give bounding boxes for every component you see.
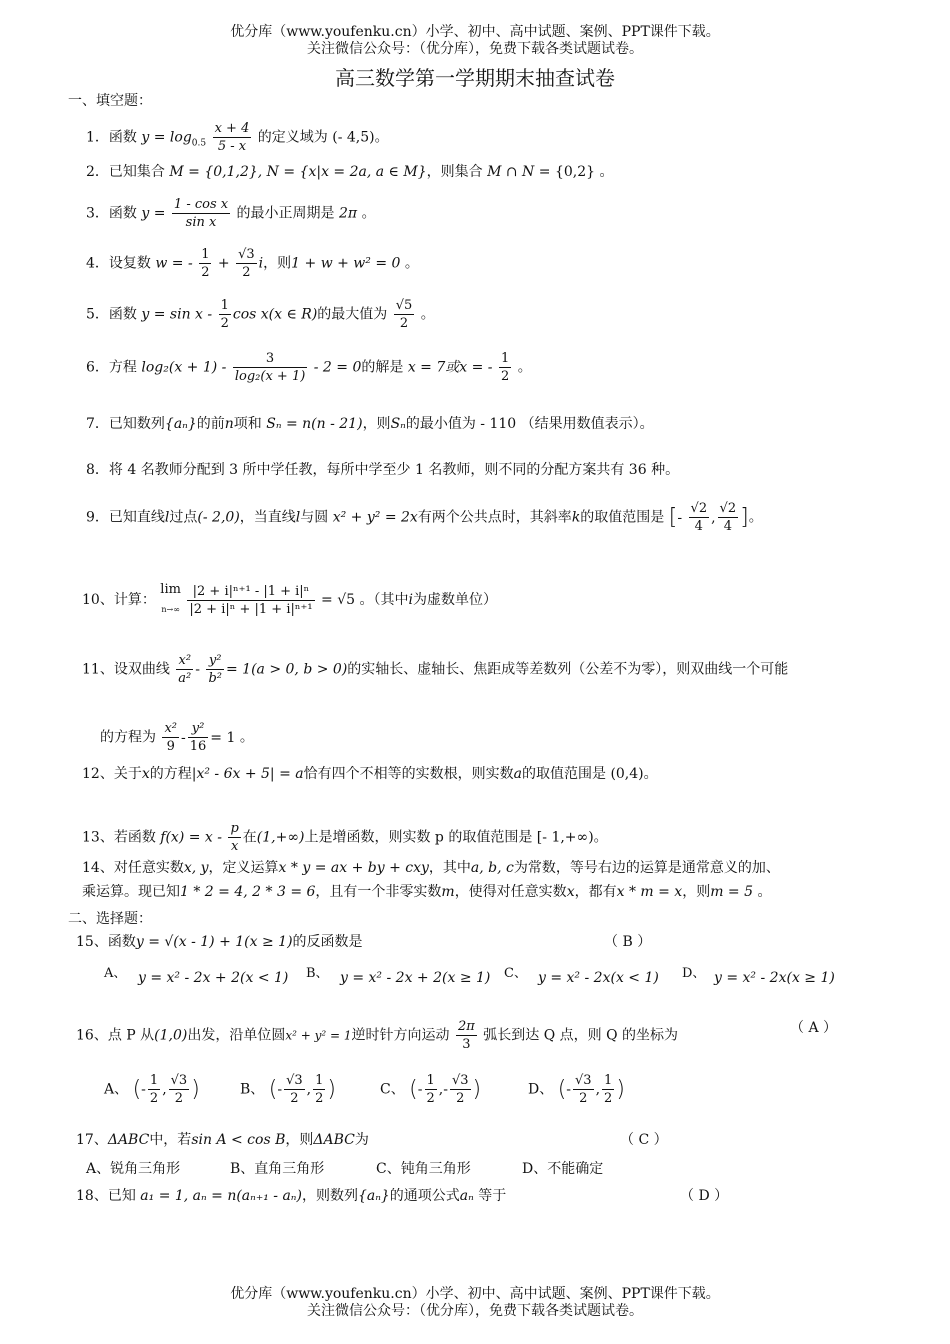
option-15-c-value: y = x² - 2x(x < 1) — [538, 970, 659, 986]
question-14: 14、对任意实数x, y，定义运算x * y = ax + by + cxy，其中a, b, c为常数，等号右边的运算是通常意义的加、 — [82, 860, 780, 876]
section-choice: 二、选择题： — [68, 911, 152, 927]
question-16: 16、点 P 从(1,0)出发，沿单位圆x² + y² = 1逆时针方向运动 $\frac{2\pi}{3}$ 弧长到达 Q 点，则 Q 的坐标为 — [76, 1019, 679, 1052]
option-15-d: D、 — [682, 966, 706, 981]
option-17-a: A、锐角三角形 — [86, 1161, 181, 1177]
question-17: 17、ΔABC中，若sin A < cos B，则ΔABC为 — [76, 1132, 369, 1148]
option-15-d-value: y = x² - 2x(x ≥ 1) — [714, 970, 835, 986]
question-5: 5．函数 y = sin x - $\frac{1}{2}$ cos x(x ∈ R)的最大值为 $\frac{√5}{2}$ 。 — [86, 298, 435, 331]
option-16-a: A、 (- $\frac{1}{2}$ , $\frac{√3}{2}$ ) — [104, 1073, 200, 1106]
header-line-2: 关注微信公众号：（优分库），免费下载各类试题试卷。 — [307, 41, 643, 57]
answer-15: （ B ） — [604, 934, 652, 950]
question-2: 2．已知集合 M = {0,1,2}, N = {x|x = 2a, a ∈ M}，则集合 M ∩ N = {0,2} 。 — [86, 164, 614, 180]
answer-4: 1 + w + w² = 0 — [291, 255, 401, 272]
question-3: 3．函数 y = $\frac{\text{1 - cos x}}{\text{sin x}}$ 的最小正周期是 2π 。 — [86, 197, 376, 230]
question-15: 15、函数y = √(x - 1) + 1(x ≥ 1)的反函数是 — [76, 934, 363, 950]
option-15-c: C、 — [504, 966, 527, 981]
answer-13: [- 1,+∞) — [536, 829, 594, 846]
answer-2: {0,2} — [554, 164, 596, 180]
answer-17: （ C ） — [620, 1132, 668, 1148]
question-13: 13、若函数 f(x) = x - $\frac{p}{x}$ 在(1,+∞)上是增函数，则实数 p 的取值范围是 [- 1,+∞)。 — [82, 821, 608, 854]
option-17-b: B、直角三角形 — [230, 1161, 325, 1177]
answer-6: x = 7或x = - — [407, 359, 493, 376]
option-16-d: D、 (- $\frac{√3}{2}$ , $\frac{1}{2}$ ) — [528, 1073, 625, 1106]
page-title: 高三数学第一学期期末抽查试卷 — [335, 66, 615, 90]
option-17-d: D、不能确定 — [522, 1161, 604, 1177]
question-1: 1．函数 $y = \log_{0.5}$ $\frac{x + 4}{5 - x}$ 的定义域为 (- 4,5)。 — [86, 121, 389, 154]
answer-3: 2π — [339, 205, 358, 222]
question-8: 8．将 4 名教师分配到 3 所中学任教，每所中学至少 1 名教师，则不同的分配方案共有 36 种。 — [86, 462, 680, 478]
question-7: 7．已知数列{aₙ}的前n项和 Sₙ = n(n - 21)，则Sₙ的最小值为 - 110 （结果用数值表示）。 — [86, 416, 654, 432]
option-16-c: C、 (- $\frac{1}{2}$ ,- $\frac{√3}{2}$ ) — [380, 1073, 482, 1106]
footer-line-2: 关注微信公众号：（优分库），免费下载各类试题试卷。 — [307, 1303, 643, 1319]
option-15-b: B、 — [306, 966, 329, 981]
question-10: 10、计算： lim n→∞ $\frac{\text{|2 + i|ⁿ⁺¹ - |1 + i|ⁿ}}{\text{|2 + i|ⁿ + |1 + i|ⁿ⁺¹}}$ = √5 。（其中i为虚数单位） — [82, 582, 497, 617]
answer-16: （ A ） — [790, 1020, 838, 1036]
answer-5: $\frac{√5}{2}$ — [395, 298, 413, 331]
option-15-a: A、 — [104, 966, 127, 981]
question-4: 4．设复数 w = - $\frac{1}{2}$ + $\frac{√3}{2}$ i，则1 + w + w² = 0 。 — [86, 247, 419, 280]
option-16-b: B、 (- $\frac{√3}{2}$ , $\frac{1}{2}$ ) — [240, 1073, 336, 1106]
question-11: 11、设双曲线 $\frac{\text{x²}}{\text{a²}}$ - $\frac{\text{y²}}{\text{b²}}$ = 1(a > 0, b > 0)的实轴长、虚轴长、焦距成等差数列（公差不为零），则双曲线一个可能 — [82, 653, 789, 686]
option-15-a-value: y = x² - 2x + 2(x < 1) — [138, 970, 289, 986]
question-12: 12、关于x的方程|x² - 6x + 5| = a恰有四个不相等的实数根，则实数a的取值范围是 (0,4)。 — [82, 766, 658, 782]
answer-14: m = 5 — [710, 884, 754, 900]
section-fill-in: 一、填空题： — [68, 93, 152, 109]
option-17-c: C、钝角三角形 — [376, 1161, 471, 1177]
answer-7: - 110 — [480, 416, 517, 432]
footer-line-1: 优分库（www.youfenku.cn）小学、初中、高中试题、案例、PPT课件下载。 — [230, 1286, 720, 1302]
answer-11: $\frac{\text{x²}}{9}$ - $\frac{\text{y²}}{16}$ = 1 — [164, 721, 236, 754]
question-18: 18、已知 a₁ = 1, aₙ = n(aₙ₊₁ - aₙ)，则数列{aₙ}的通项公式aₙ 等于 — [76, 1188, 507, 1204]
answer-8: 36 — [628, 462, 647, 478]
question-6: 6．方程 log₂(x + 1) - $\frac{3}{\text{log₂(x + 1)}}$ - 2 = 0的解是 x = 7或x = - $\frac{1}{2}$ 。 — [86, 351, 532, 384]
answer-12: (0,4) — [610, 766, 644, 782]
header-line-1: 优分库（www.youfenku.cn）小学、初中、高中试题、案例、PPT课件下载。 — [230, 24, 720, 40]
answer-1: (- 4,5) — [332, 129, 375, 146]
answer-10: = √5 — [321, 592, 356, 608]
question-11-cont: 的方程为 $\frac{\text{x²}}{9}$ - $\frac{\text{y²}}{16}$ = 1 。 — [100, 721, 254, 754]
option-15-b-value: y = x² - 2x + 2(x ≥ 1) — [340, 970, 491, 986]
answer-9: [- $\frac{√2}{4}$ , $\frac{√2}{4}$ ] — [668, 501, 749, 534]
question-9: 9．已知直线l过点(- 2,0)，当直线l与圆 x² + y² = 2x有两个公共点时，其斜率k的取值范围是 [- $\frac{√2}{4}$ , $\frac{√2}{4}$ ]。 — [86, 501, 763, 534]
question-14-cont: 乘运算。现已知1 * 2 = 4, 2 * 3 = 6，且有一个非零实数m，使得对任意实数x，都有x * m = x，则m = 5 。 — [82, 884, 772, 900]
answer-18: （ D ） — [680, 1188, 729, 1204]
